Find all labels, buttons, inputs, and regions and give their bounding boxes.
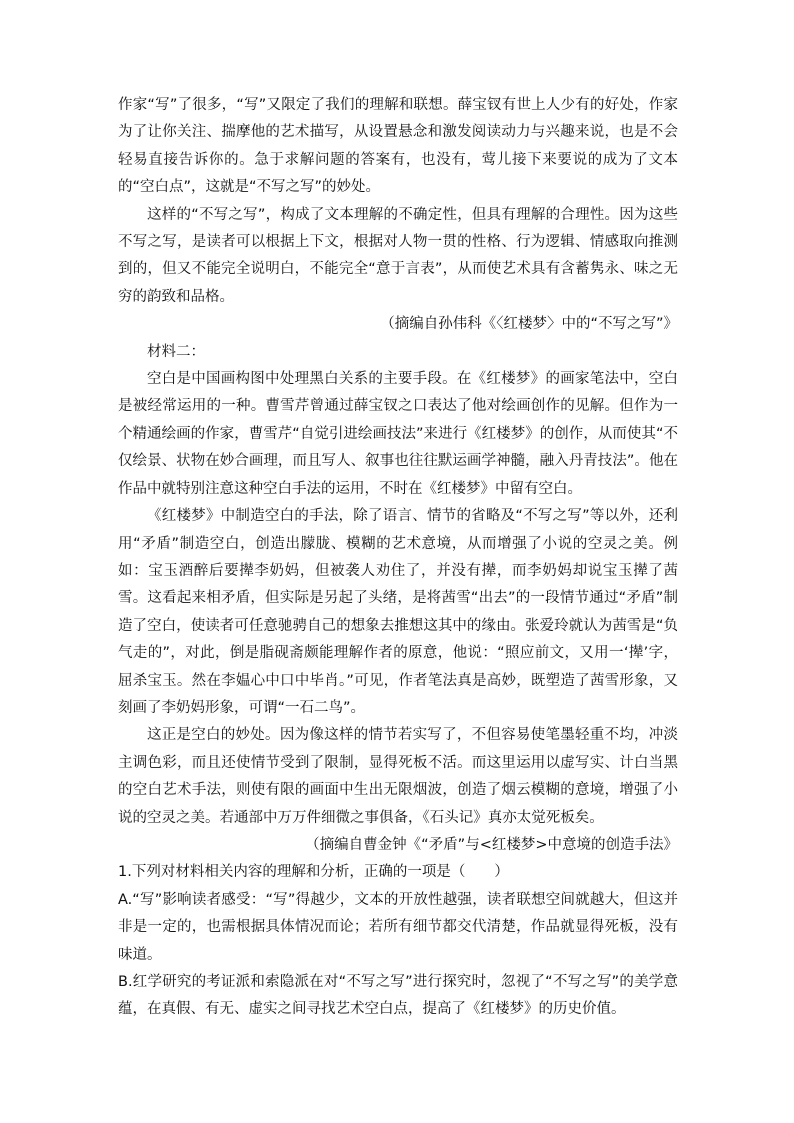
paragraph-2-2: 《红楼梦》中制造空白的手法，除了语言、情节的省略及“不写之写”等以外，还利用“矛盾”制造空白，创造出朦胧、模糊的艺术意境，从而增强了小说的空灵之美。例如：宝玉酒醉后要撵李奶妈，但被袭人劝住了，并没有撵，而李奶妈却说宝玉撵了茜雪。这看起来相矛盾，但实际是另起了头绪，是将茜雪“出去”的一段情节通过“矛盾”制造了空白，使读者可任意驰骋自己的想象去推想这其中的缘由。张爱玲就认为茜雪是“负气走的”，对此，倒是脂砚斋颇能理解作者的原意，他说：“照应前文，又用一‘撵’字，屈杀宝玉。然在李媪心中口中毕肖。”可见，作者笔法真是高妙，既塑造了茜雪形象，又刻画了李奶妈形象，可谓“一石二鸟”。 xyxy=(118,508,678,716)
option-a: A.“写”影响读者感受：“写”得越少，文本的开放性越强，读者联想空间就越大，但这并非是一定的，也需根据具体情况而论；若所有细节都交代清楚，作品就显得死板，没有味道。 xyxy=(118,891,678,963)
document-content xyxy=(118,92,678,1024)
option-b: B.红学研究的考证派和索隐派在对“不写之写”进行探究时，忽视了“不写之写”的美学意蕴，在真假、有无、虚实之间寻找艺术空白点，提高了《红楼梦》的历史价值。 xyxy=(118,974,678,1018)
paragraph-1-2: 这样的“不写之写”，构成了文本理解的不确定性，但具有理解的合理性。因为这些不写之写，是读者可以根据上下文，根据对人物一贯的性格、行为逻辑、情感取向推测到的，但又不能完全说明白，不能完全“意于言表”，从而使艺术具有含蓄隽永、味之无穷的韵致和品格。 xyxy=(118,206,678,305)
paragraph-2-1: 空白是中国画构图中处理黑白关系的主要手段。在《红楼梦》的画家笔法中，空白是被经常运用的一种。曹雪芹曾通过薛宝钗之口表达了他对绘画创作的见解。但作为一个精通绘画的作家，曹雪芹“自觉引进绘画技法”来进行《红楼梦》的创作，从而使其“不仅绘景、状物在妙合画理，而且写人、叙事也往往默运画学神髓，融入丹青技法”。他在作品中就特别注意这种空白手法的运用，不时在《红楼梦》中留有空白。 xyxy=(118,371,678,497)
paragraph-2-3: 这正是空白的妙处。因为像这样的情节若实写了，不但容易使笔墨轻重不均，冲淡主调色彩，而且还使情节受到了限制，显得死板不活。而这里运用以虚写实、计白当黑的空白艺术手法，则使有限的画面中生出无限烟波，创造了烟云模糊的意境，增强了小说的空灵之美。若通部中万万件细微之事俱备，《石头记》真亦太觉死板矣。 xyxy=(118,727,678,826)
question-stem: 1.下列对材料相关内容的理解和分析，正确的一项是（ ） xyxy=(118,864,509,881)
source-citation-1: （摘编自孙伟科《〈红楼梦〉中的“不写之写”》 xyxy=(380,316,678,333)
material-two-heading: 材料二： xyxy=(147,343,205,360)
source-citation-2: （摘编自曹金钟《“矛盾”与<红楼梦>中意境的创造手法》 xyxy=(305,836,678,853)
paragraph-1-1: 作家“写”了很多，“写”又限定了我们的理解和联想。薛宝钗有世上人少有的好处，作家为了让你关注、揣摩他的艺术描写，从设置悬念和激发阅读动力与兴趣来说，也是不会轻易直接告诉你的。急于求解问题的答案有，也没有，莺儿接下来要说的成为了文本的“空白点”，这就是“不写之写”的妙处。 xyxy=(118,97,678,196)
